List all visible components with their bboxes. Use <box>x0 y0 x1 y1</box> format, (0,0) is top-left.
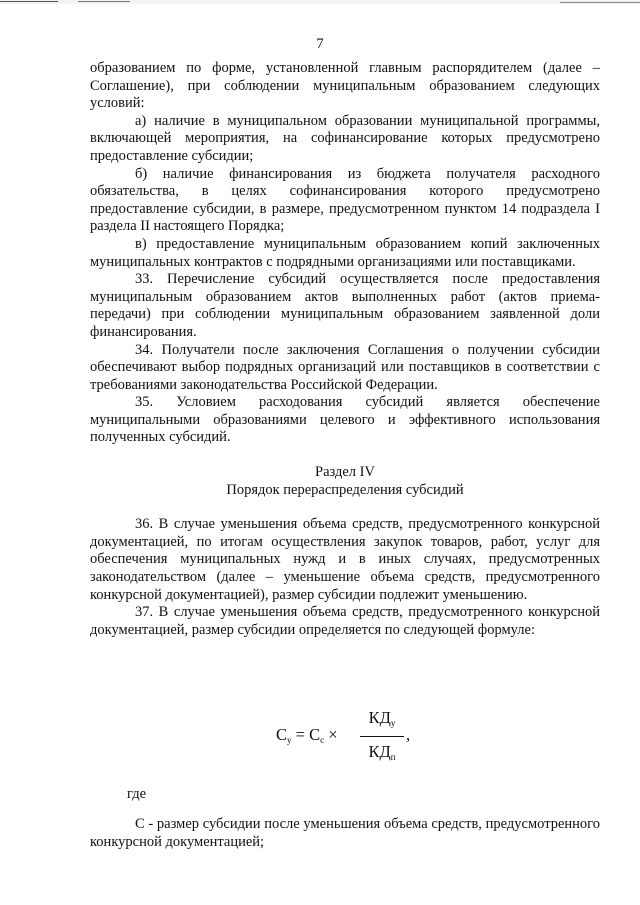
fraction-bar <box>360 736 404 737</box>
definition-text: С - размер субсидии после уменьшения объема средств, предусмотренного конкурсной документацией; <box>90 816 600 850</box>
section-subtitle: Порядок перераспределения субсидий <box>226 481 464 498</box>
formula-sub-y: у <box>287 735 292 745</box>
paragraph-intro: образованием по форме, установленной главным распорядителем (далее – Соглашение), при соблюдении муниципальным образованием следующих условий: <box>90 60 600 112</box>
paragraph-36: 36. В случае уменьшения объема средств, предусмотренного конкурсной документацией, по итогам осуществления закупок товаров, работ, услуг для обеспечения муниципальных нужд и в иных случаях, предусмотренных законодательством (далее – уменьшение объема средств, предусмотренного конкурсной документацией), размер субсидии подлежит уменьшению. <box>90 516 600 603</box>
top-scan-border <box>0 0 640 4</box>
formula-equals: = <box>295 725 305 744</box>
formula-var-c-y: С <box>276 725 288 744</box>
formula-fraction <box>360 708 404 767</box>
formula-sub-c: с <box>320 735 325 745</box>
paragraph-a: а) наличие в муниципальном образовании муниципальной программы, включающей мероприятия, на софинансирование которых предусмотрено предоставление субсидии; <box>90 112 600 164</box>
formula-times: × <box>328 725 338 744</box>
paragraph-v: в) предоставление муниципальным образованием копий заключенных муниципальных контрактов с подрядными организациями или поставщиками. <box>90 235 600 270</box>
formula-denominator: $КД_п$ <box>368 742 396 762</box>
section-title: Раздел IV <box>315 464 375 481</box>
document-body <box>90 60 600 639</box>
page-number: 7 <box>316 36 324 52</box>
paragraph-34: 34. Получатели после заключения Соглашения о получении субсидии обеспечивают выбор подрядных организаций или поставщиков в соответствии с требованиями законодательства Российской Федерации. <box>90 341 600 393</box>
paragraph-b: б) наличие финансирования из бюджета получателя расходного обязательства, в целях софинансирования которого предусмотрено предоставление субсидии, в размере, предусмотренном пунктом 14 подраздела I раздела II настоящего Порядка; <box>90 165 600 235</box>
paragraph-37: 37. В случае уменьшения объема средств, предусмотренного конкурсной документацией, размер субсидии определяется по следующей формуле: <box>90 604 600 638</box>
border-segment <box>0 1 58 2</box>
border-segment <box>78 1 130 2</box>
where-label: где <box>127 786 147 802</box>
paragraph-33: 33. Перечисление субсидий осуществляется после предоставления муниципальным образованием актов выполненных работ (актов приема-передачи) при соблюдении муниципальным образованием заявленной доли финансирования. <box>90 271 600 340</box>
definition-paragraph <box>90 800 600 851</box>
formula-var-c-c: С <box>309 725 321 744</box>
formula-comma: , <box>406 725 411 744</box>
subsidy-formula <box>276 706 436 766</box>
formula-numerator: $КД_у$ <box>368 708 396 728</box>
border-segment <box>560 2 640 3</box>
formula-lhs <box>276 725 338 745</box>
paragraph-35: 35. Условием расходования субсидий является обеспечение муниципальными образованиями целевого и эффективного использования полученных субсидий. <box>90 394 600 446</box>
